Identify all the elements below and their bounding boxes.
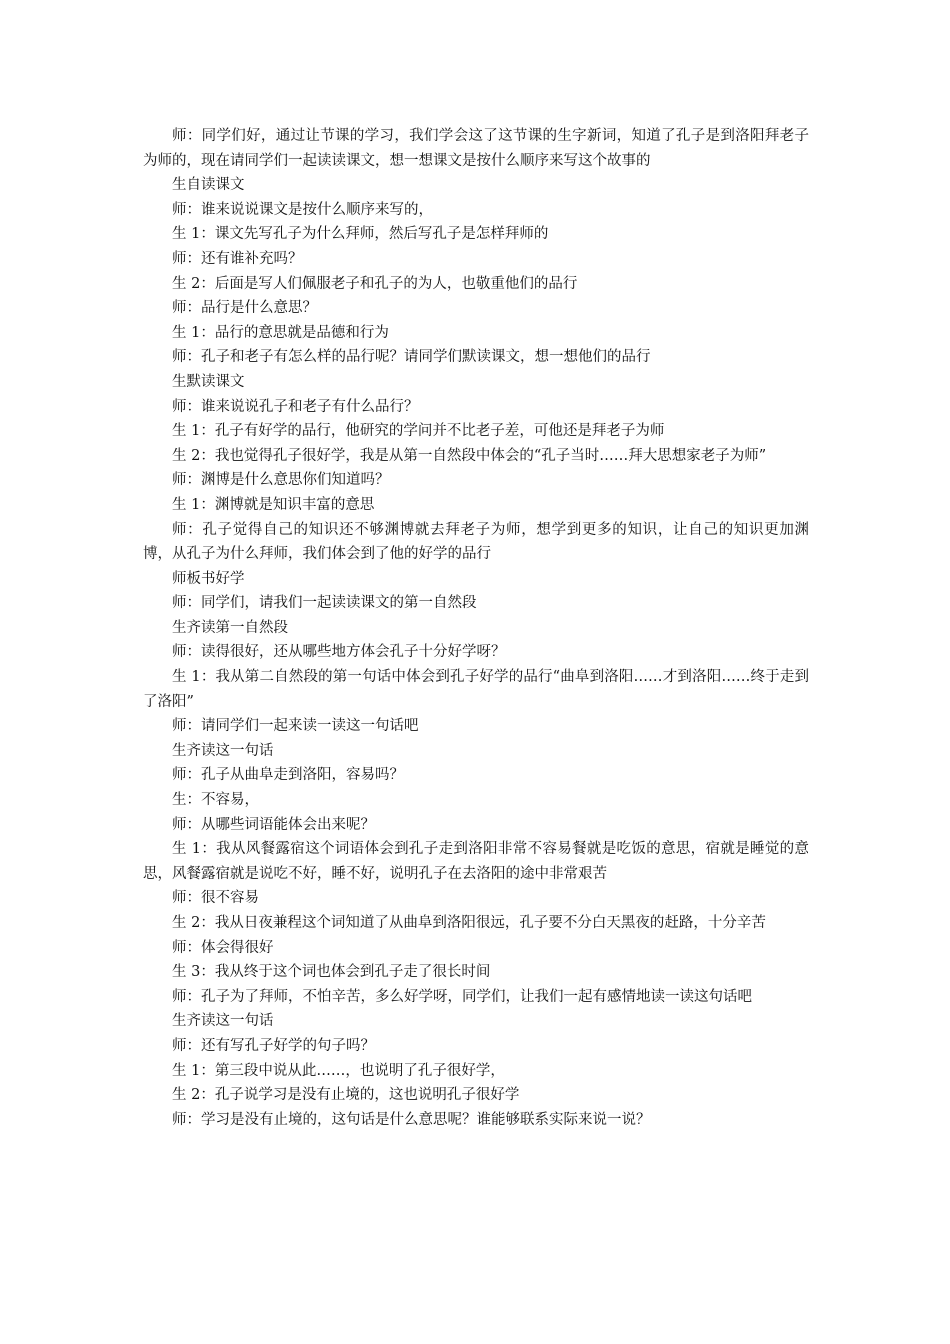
paragraph: 师：渊博是什么意思你们知道吗？: [172, 472, 390, 489]
paragraph: 生齐读这一句话: [172, 1013, 274, 1030]
paragraph: 生 2：孔子说学习是没有止境的，这也说明孔子很好学: [172, 1087, 520, 1104]
paragraph: 生 1：第三段中说从此……，也说明了孔子很好学，: [172, 1062, 505, 1079]
document-page: [143, 124, 809, 1132]
paragraph: 师：体会得很好: [172, 939, 274, 956]
paragraph: 生 2：后面是写人们佩服老子和孔子的为人，也敬重他们的品行: [172, 275, 578, 292]
paragraph: 生齐读这一句话: [172, 742, 274, 759]
paragraph: 生 1：我从风餐露宿这个词语体会到孔子走到洛阳非常不容易餐就是吃饭的意思，宿就是睡觉的意思，风餐露宿就是说吃不好，睡不好，说明孔子在去洛阳的途中非常艰苦: [143, 841, 809, 882]
paragraph: 生 1：品行的意思就是品德和行为: [172, 324, 389, 341]
paragraph: 生默读课文: [172, 373, 245, 390]
paragraph: 师：孔子觉得自己的知识还不够渊博就去拜老子为师，想学到更多的知识，让自己的知识更加渊博，从孔子为什么拜师，我们体会到了他的好学的品行: [143, 521, 809, 563]
paragraph: 生 1：我从第二自然段的第一句话中体会到孔子好学的品行“曲阜到洛阳……才到洛阳……终于走到了洛阳”: [143, 669, 809, 710]
paragraph: 生齐读第一自然段: [172, 619, 288, 636]
paragraph: 生 2：我也觉得孔子很好学，我是从第一自然段中体会的“孔子当时……拜大思想家老子为师”: [172, 447, 767, 464]
paragraph: 师：请同学们一起来读一读这一句话吧: [172, 718, 419, 735]
paragraph: 生 1：孔子有好学的品行，他研究的学问并不比老子差，可他还是拜老子为师: [172, 423, 665, 440]
paragraph: 师：谁来说说课文是按什么顺序来写的，: [172, 201, 433, 218]
paragraph: 生 3：我从终于这个词也体会到孔子走了很长时间: [172, 964, 491, 981]
paragraph: 师：还有谁补充吗？: [172, 250, 303, 267]
paragraph: 师：孔子为了拜师，不怕辛苦，多么好学呀，同学们，让我们一起有感情地读一读这句话吧: [172, 988, 752, 1005]
paragraph: 师：同学们好，通过让节课的学习，我们学会这了这节课的生字新词，知道了孔子是到洛阳拜老子为师的，现在请同学们一起读读课文，想一想课文是按什么顺序来写这个故事的: [143, 128, 809, 169]
paragraph: 师：学习是没有止境的，这句话是什么意思呢？谁能够联系实际来说一说？: [172, 1111, 651, 1128]
paragraph: 生自读课文: [172, 177, 245, 194]
paragraph: 生 1：课文先写孔子为什么拜师，然后写孔子是怎样拜师的: [172, 226, 549, 243]
paragraph: 师：同学们，请我们一起读读课文的第一自然段: [172, 595, 477, 612]
paragraph: 师：孔子和老子有怎么样的品行呢？请同学们默读课文，想一想他们的品行: [172, 349, 651, 366]
paragraph: 师板书好学: [172, 570, 245, 587]
paragraph: 师：很不容易: [172, 890, 259, 907]
paragraph: 师：还有写孔子好学的句子吗？: [172, 1037, 375, 1054]
paragraph: 生：不容易，: [172, 792, 259, 809]
paragraph: 生 2：我从日夜兼程这个词知道了从曲阜到洛阳很远，孔子要不分白天黑夜的赶路，十分辛苦: [172, 915, 766, 931]
paragraph: 师：从哪些词语能体会出来呢？: [172, 816, 375, 833]
paragraph: 师：品行是什么意思？: [172, 300, 317, 317]
paragraph: 生 1：渊博就是知识丰富的意思: [172, 496, 375, 513]
paragraph: 师：谁来说说孔子和老子有什么品行？: [172, 398, 419, 415]
paragraph: 师：读得很好，还从哪些地方体会孔子十分好学呀？: [172, 644, 506, 661]
paragraph: 师：孔子从曲阜走到洛阳，容易吗？: [172, 767, 404, 784]
